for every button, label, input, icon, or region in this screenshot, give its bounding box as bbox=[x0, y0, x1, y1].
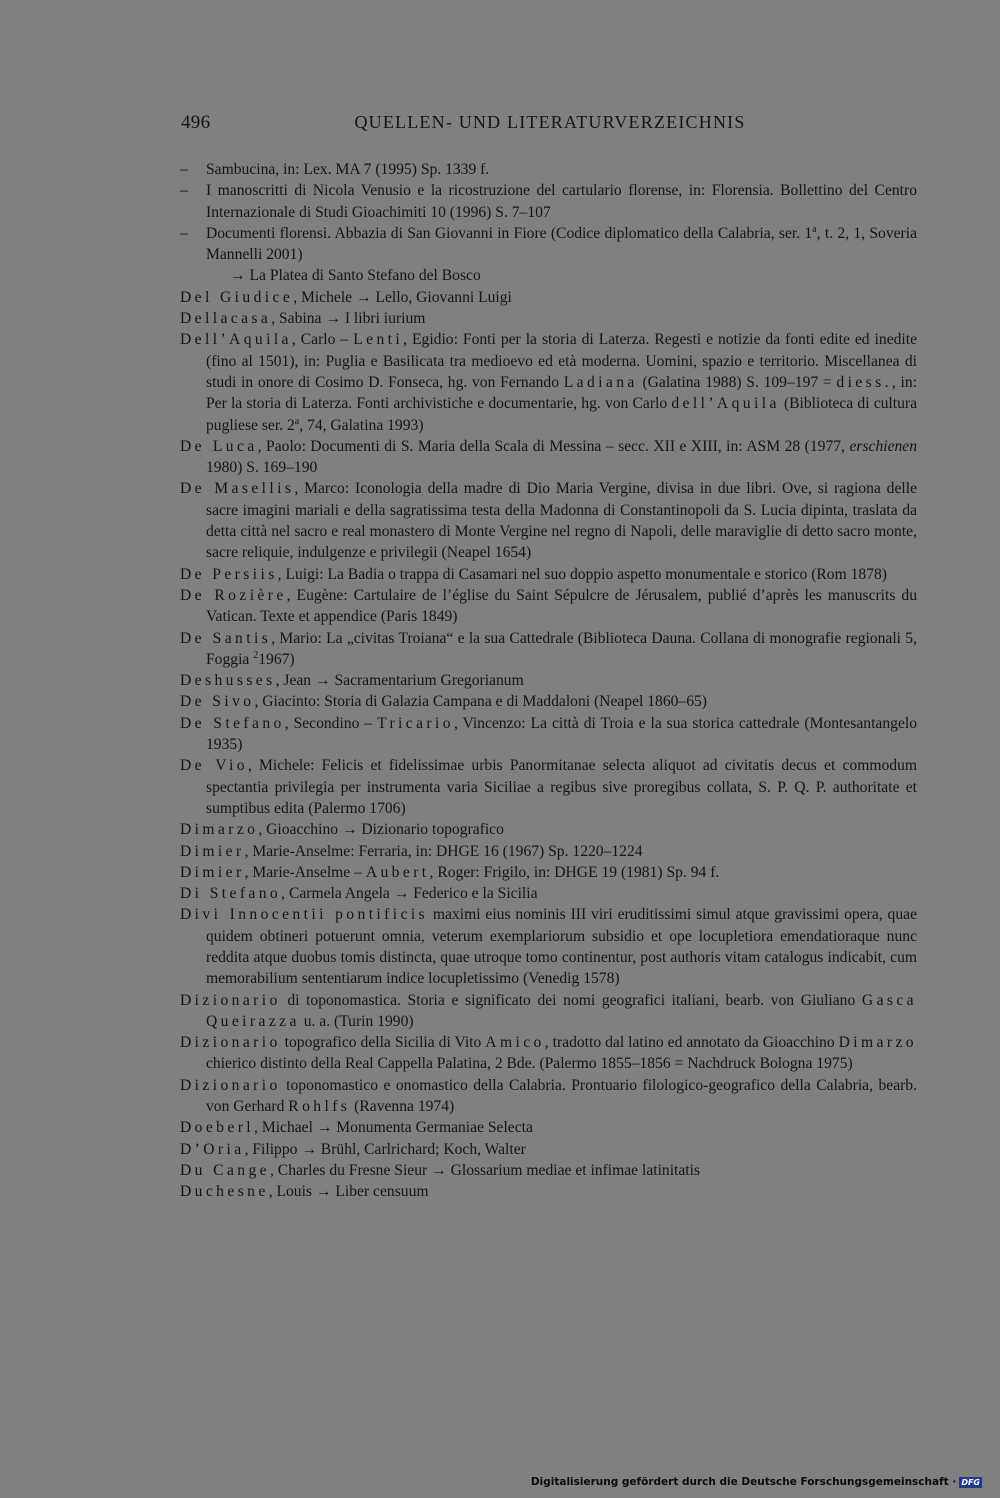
entry-sup: a bbox=[294, 415, 300, 427]
entry-text: , Marie-Anselme – bbox=[244, 863, 366, 881]
entry-author: Lenti bbox=[353, 331, 404, 349]
entry-author: Doeberl bbox=[180, 1119, 255, 1137]
entry-text: maximi eius nominis III viri eruditissimi simul atque gravissimi opera, quae quidem obtineri potuerunt omnia, veterum exemplariorum subsidio et ope locupletiora emendatioraque nunc reddita atque duobus tomis distincta, quae utroque tomo continentur, post authoris vitam catalogus indicabit, cum memorabilium sententiarum indice locupletissimo (Venedig 1578) bbox=[206, 906, 917, 988]
bib-entry bbox=[180, 1075, 917, 1118]
entry-author: De Luca bbox=[180, 437, 258, 455]
digitization-footer bbox=[531, 1476, 982, 1488]
entry-text: Documenti florensi. Abbazia di San Giovanni in Fiore (Codice diplomatico della Calabria, ser. 1 bbox=[206, 224, 813, 242]
entry-text: (Biblioteca di cultura pugliese ser. 2 bbox=[206, 395, 917, 434]
bib-entry bbox=[180, 308, 917, 329]
entry-text: , tradotto dal latino ed annotato da Gioacchino bbox=[544, 1034, 839, 1052]
entry-text: , 74, Galatina 1993) bbox=[299, 416, 424, 434]
bib-entry bbox=[180, 1160, 917, 1181]
bib-entry bbox=[180, 436, 917, 479]
entry-dash: – bbox=[180, 182, 188, 200]
entry-text: , Marie-Anselme: Ferraria, in: DHGE 16 (1967) Sp. 1220–1224 bbox=[244, 842, 643, 860]
bib-entry bbox=[180, 159, 917, 180]
footer-text: Digitalisierung gefördert durch die Deutsche Forschungsgemeinschaft · bbox=[530, 1476, 957, 1488]
entry-author: Tricario bbox=[377, 714, 454, 732]
entry-dash: – bbox=[180, 161, 188, 178]
entry-author: Dimier bbox=[180, 863, 245, 881]
entry-text: , Luigi: La Badia o trappa di Casamari nel suo doppio aspetto monumentale e storico (Rom 1878) bbox=[277, 565, 887, 583]
entry-author: Amico bbox=[485, 1034, 545, 1052]
bib-entry bbox=[180, 713, 917, 756]
entry-text: , Carmela Angela → Federico e la Sicilia bbox=[281, 885, 538, 903]
entry-sup: 2 bbox=[253, 649, 259, 661]
entry-author: Dellacasa bbox=[180, 310, 272, 328]
entry-text: , Carlo – bbox=[291, 331, 354, 349]
entry-author: Dimarzo bbox=[838, 1034, 917, 1052]
bib-entry bbox=[180, 691, 917, 712]
entry-text: , Marco: Iconologia della madre di Dio Maria Vergine, divisa in due libri. Ove, si ragiona delle sacre imagini mariali e della sagratissima testa della Madonna di Constantinopoli da S. Lucia dipinta, traslata da detta città nel sacro e real monastero di Monte Vergine nel regno di Napoli, delle maraviglie di detto sacro monte, sacre reliquie, indulgenze e privilegii (Neapel 1654) bbox=[206, 480, 917, 562]
bib-entry bbox=[180, 329, 917, 435]
entry-text: , Charles du Fresne Sieur → Glossarium mediae et infimae latinitatis bbox=[270, 1161, 701, 1179]
entry-text: (Galatina 1988) S. 109–197 = bbox=[637, 373, 837, 391]
entry-author: Dizionario bbox=[180, 1034, 281, 1052]
entry-author: Dimarzo bbox=[180, 821, 259, 839]
entry-text: , Jean → Sacramentarium Gregorianum bbox=[275, 672, 524, 690]
entry-author: Deshusses bbox=[180, 672, 276, 690]
bib-entry bbox=[180, 990, 917, 1033]
entry-author: Di Stefano bbox=[180, 885, 282, 903]
entry-text: , t. 2, 1, Soveria Mannelli 2001) bbox=[206, 224, 917, 264]
entry-text: , Roger: Frigilo, in: DHGE 19 (1981) Sp. 94 f. bbox=[429, 863, 720, 881]
entry-author: Du Cange bbox=[180, 1161, 270, 1179]
entry-author: Divi Innocentii pontificis bbox=[180, 906, 429, 924]
entry-text: , Gioacchino → Dizionario topografico bbox=[258, 821, 504, 839]
entry-text: , Michele → Lello, Giovanni Luigi bbox=[293, 288, 512, 306]
entry-sup: a bbox=[812, 223, 817, 235]
entry-text: , Eugène: Cartulaire de l’église du Saint Sépulcre de Jérusalem, publié d’après les manuscrits du Vatican. Texte et appendice (Paris 1849) bbox=[206, 586, 917, 626]
bib-entry bbox=[180, 883, 917, 904]
running-title: QUELLEN- UND LITERATURVERZEICHNIS bbox=[354, 112, 746, 132]
bib-entry bbox=[180, 1181, 917, 1202]
bib-entry bbox=[180, 287, 917, 308]
bib-entry bbox=[180, 819, 917, 840]
entry-text: toponomastico e onomastico della Calabria. Prontuario filologico-geografico della Calabria, bearb. von Gerhard bbox=[206, 1076, 917, 1116]
entry-author: De Persiis bbox=[180, 565, 278, 583]
entry-text: , Louis → Liber censuum bbox=[268, 1183, 429, 1201]
entry-author: De Sivo bbox=[180, 693, 255, 711]
entry-text: 1967) bbox=[258, 650, 295, 668]
entry-author: Dizionario bbox=[180, 1076, 281, 1094]
bib-entry bbox=[180, 755, 917, 819]
entry-text: , Secondino – bbox=[284, 714, 378, 732]
entry-author: dell’Aquila bbox=[671, 395, 780, 413]
entry-text: , Paolo: Documenti di S. Maria della Scala di Messina – secc. XII e XIII, in: ASM 28 (1977, bbox=[257, 437, 850, 455]
bib-entry bbox=[180, 223, 917, 266]
entry-italic: erschienen bbox=[849, 437, 918, 455]
entry-author: Dimier bbox=[180, 842, 245, 860]
bibliography-list bbox=[180, 159, 917, 1203]
bib-entry bbox=[180, 841, 917, 862]
entry-author: Dell’Aquila bbox=[180, 331, 292, 349]
entry-text: , Filippo → Brühl, Carlrichard; Koch, Walter bbox=[244, 1140, 526, 1158]
entry-text: di toponomastica. Storia e significato dei nomi geografici italiani, bearb. von Giuliano bbox=[280, 991, 862, 1009]
entry-author: Dizionario bbox=[180, 991, 281, 1009]
bib-entry bbox=[180, 862, 917, 883]
bib-entry bbox=[180, 1117, 917, 1138]
entry-author: De Masellis bbox=[180, 480, 295, 498]
entry-author: De Rozière bbox=[180, 586, 287, 604]
entry-author: De Stefano bbox=[180, 714, 285, 732]
page-number: 496 bbox=[181, 112, 211, 133]
entry-author: De Vio bbox=[180, 757, 248, 775]
entry-text: , Giacinto: Storia di Galazia Campana e di Maddaloni (Neapel 1860–65) bbox=[254, 693, 708, 711]
bib-entry bbox=[180, 1139, 917, 1160]
bib-entry bbox=[180, 628, 917, 671]
entry-text: , Michael → Monumenta Germaniae Selecta bbox=[254, 1119, 533, 1137]
entry-dash: – bbox=[180, 224, 188, 242]
entry-author: Rohlfs bbox=[288, 1098, 351, 1116]
bib-entry bbox=[180, 564, 917, 585]
bib-entry bbox=[180, 478, 917, 563]
entry-text: I manoscritti di Nicola Venusio e la ricostruzione del cartulario florense, in: Florensia. Bollettino del Centro Internazionale di Studi Gioachimiti 10 (1996) S. 7–107 bbox=[206, 182, 917, 221]
entry-text: , Sabina → I libri iurium bbox=[271, 310, 426, 328]
entry-author: Gasca Queirazza bbox=[206, 991, 917, 1030]
entry-text: , Egidio: Fonti per la storia di Laterza. Regesti e notizie da fonti edite ed inedite (fino al 1501), in: Puglia e Basilicata tra medioevo ed età moderna. Uomini, spazio e territorio. Miscellanea di studi in onore di Cosimo D. Fonseca, hg. von Fernando bbox=[206, 331, 917, 391]
bib-entry bbox=[180, 670, 917, 691]
entry-text: , Mario: La „civitas Troiana“ e la sua Cattedrale (Biblioteca Dauna. Collana di monografie regionali 5, Foggia bbox=[206, 629, 917, 668]
bib-entry bbox=[180, 904, 917, 989]
bib-entry bbox=[180, 1032, 917, 1075]
dfg-logo: DFG bbox=[961, 1477, 980, 1487]
entry-author: Ladiana bbox=[563, 373, 638, 391]
entry-text: (Ravenna 1974) bbox=[350, 1098, 455, 1116]
entry-text: topografico della Sicilia di Vito bbox=[280, 1034, 486, 1052]
entry-text: → La Platea di Santo Stefano del Bosco bbox=[230, 267, 481, 285]
entry-text: u. a. (Turin 1990) bbox=[299, 1012, 414, 1030]
entry-author: diess. bbox=[836, 373, 892, 391]
entry-author: Aubert bbox=[365, 863, 430, 881]
entry-text: chierico distinto della Real Cappella Palatina, 2 Bde. (Palermo 1855–1856 = Nachdruck Bologna 1975) bbox=[206, 1055, 853, 1073]
entry-author: D’Oria bbox=[180, 1140, 245, 1158]
entry-text: , Michele: Felicis et fidelissimae urbis Panormitanae selecta aliquot ad civitatis decus et commodum spectantia privilegia per instrumenta varia Siciliae a regibus sive proregibus collata, S. P. Q. P. authoritate et sumptibus edita (Palermo 1706) bbox=[206, 757, 917, 817]
entry-text: Sambucina, in: Lex. MA 7 (1995) Sp. 1339 f. bbox=[206, 161, 490, 178]
entry-author: Duchesne bbox=[180, 1183, 269, 1201]
entry-author: Del Giudice bbox=[180, 288, 294, 306]
bib-entry bbox=[180, 180, 917, 223]
bib-entry bbox=[180, 585, 917, 628]
entry-author: De Santis bbox=[180, 629, 272, 647]
entry-text: , in: Per la storia di Laterza. Fonti archivistiche e documentarie, hg. von Carlo bbox=[206, 373, 917, 413]
bib-cross-reference bbox=[180, 265, 917, 286]
entry-text: , Vincenzo: La città di Troia e la sua storica cattedrale (Montesantangelo 1935) bbox=[206, 714, 917, 754]
entry-text: 1980) S. 169–190 bbox=[206, 459, 318, 477]
